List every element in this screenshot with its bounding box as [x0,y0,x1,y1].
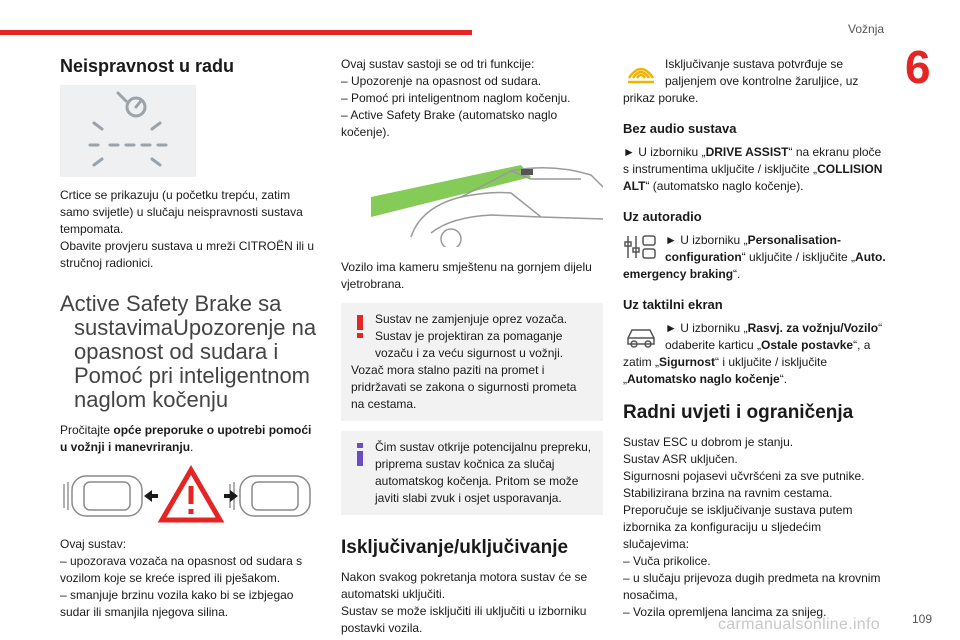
collision-warning-illustration [60,464,322,526]
toggle-text-2: Sustav se može isključiti ili uključiti u izborniku postavki vozila. [341,604,587,635]
heading-toggle: Isključivanje/uključivanje [341,537,569,558]
condition-2: Sustav ASR uključen. [623,452,738,466]
malfunction-text-1: Crtice se prikazuju (u početku trepću, zatim samo svijetle) u slučaju neispravnosti sustava tempomata. [60,188,303,236]
camera-text: Vozilo ima kameru smještenu na gornjem dijelu vjetrobrana. [341,260,592,291]
top-accent-bar [0,30,472,35]
column-2 [341,56,603,637]
warning-box [341,303,603,421]
warning-line-3: Vozač mora stalno paziti na promet i pridržavati se zakona o sigurnosti prometa na cestama. [351,363,577,411]
column-1 [60,56,322,621]
malfunction-text-2: Obavite provjeru sustava u mreži CITROËN ili u stručnoj radionici. [60,239,315,270]
heading-touchscreen: Uz taktilni ekran [623,297,723,312]
heading-malfunction: Neispravnost u radu [60,56,235,76]
function-2: – Pomoć pri inteligentnom naglom kočenju. [341,91,571,105]
heading-conditions: Radni uvjeti i ograničenja [623,402,854,423]
exclamation-icon [351,313,369,339]
section-label: Vožnja [848,22,885,36]
camera-car-illustration [341,157,603,247]
column-3 [623,56,888,621]
warning-line-1: Sustav ne zamjenjuje oprez vozača. [375,312,568,326]
warning-lamp-icon [623,56,659,86]
system-intro: Ovaj sustav: [60,537,127,551]
condition-3: Sigurnosni pojasevi učvršćeni za sve putnike. [623,469,865,483]
radio-text: ► U izborniku „Personalisation-configuration“ uključite / isključite „Auto. emergency braking“. [623,233,886,281]
info-box [341,431,603,515]
condition-4: Stabilizirana brzina na ravnim cestama. [623,486,833,500]
condition-6: – Vuča prikolice. [623,554,711,568]
chapter-number: 6 [905,41,931,93]
system-bullet-1: – upozorava vozača na opasnost od sudara s vozilom koje se kreće ispred ili pješakom. [60,554,303,585]
confirm-text: Isključivanje sustava potvrđuje se paljenjem ove kontrolne žaruljice, uz prikaz poruke. [623,57,859,105]
condition-7: – u slučaju prijevoza dugih predmeta na krovnim nosačima, [623,571,881,602]
system-bullet-2: – smanjuje brzinu vozila kako bi se izbjegao sudar ili smanjila njegova silina. [60,588,294,619]
touchscreen-text: ► U izborniku „Rasvj. za vožnju/Vozilo“ odaberite karticu „Ostale postavke“, a zatim „Sigurnost“ i uključite / isključite „Automatsko naglo kočenje“. [623,321,883,386]
heading-no-audio: Bez audio sustava [623,121,737,136]
function-3: – Active Safety Brake (automatsko naglo kočenje). [341,108,558,139]
read-recommendations: Pročitajte opće preporuke o upotrebi pomoći u vožnji i manevriranju. [60,423,312,454]
settings-menu-icon [623,232,659,262]
condition-8: – Vozila opremljena lancima za snijeg. [623,605,827,619]
page-number: 109 [912,612,933,626]
functions-intro: Ovaj sustav sastoji se od tri funkcije: [341,57,535,71]
info-icon [351,441,369,467]
cruise-dashes-icon [60,85,196,177]
info-text: Čim sustav otkrije potencijalnu prepreku, priprema sustav kočnica za slučaj automatskog kočenja. Pritom se može javiti slabi zvuk i osjet usporavanja. [375,440,592,505]
section-title: Active Safety Brake sa sustavimaUpozorenje na opasnost od sudara i Pomoć pri inteligentnom naglom kočenju [60,291,317,412]
heading-radio: Uz autoradio [623,209,702,224]
toggle-text-1: Nakon svakog pokretanja motora sustav će se automatski uključiti. [341,570,588,601]
watermark: carmanualsonline.info [718,616,880,633]
vehicle-menu-icon [623,320,659,350]
no-audio-text: ► U izborniku „DRIVE ASSIST“ na ekranu ploče s instrumentima uključite / isključite „COLLISION ALT“ (automatsko naglo kočenje). [623,145,883,193]
condition-5: Preporučuje se isključivanje sustava putem izbornika za konfiguraciju u sljedećim slučajevima: [623,503,853,551]
function-1: – Upozorenje na opasnost od sudara. [341,74,542,88]
warning-line-2: Sustav je projektiran za pomaganje vozaču i za veću sigurnost u vožnji. [375,329,564,360]
condition-1: Sustav ESC u dobrom je stanju. [623,435,794,449]
